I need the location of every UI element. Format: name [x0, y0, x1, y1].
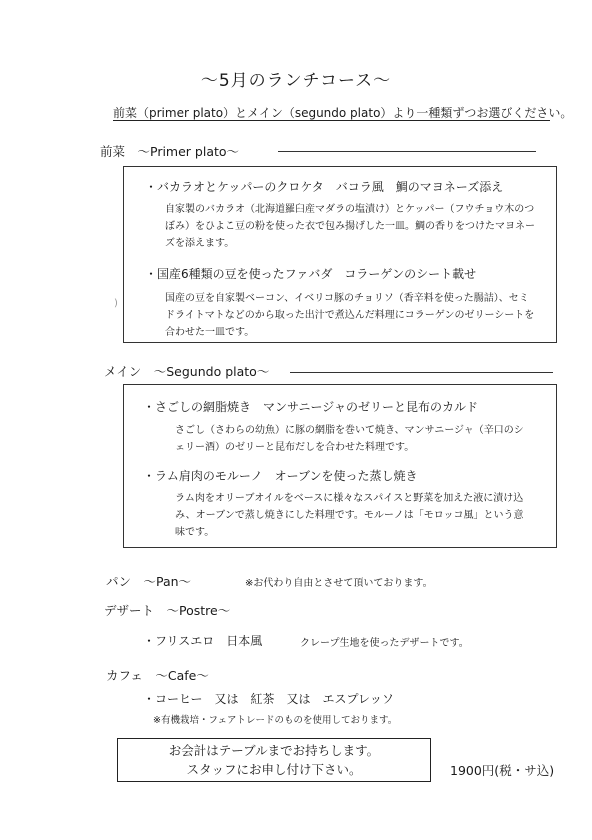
footer-line-1: お会計はテーブルまでお持ちします。 [168, 743, 380, 758]
subtitle-underline [113, 120, 550, 121]
postre-item: ・フリスエロ 日本風 [143, 634, 263, 648]
punch-hole-mark: ) [114, 298, 118, 309]
section-rule-segundo [290, 372, 553, 373]
menu-subtitle: 前菜（primer plato）とメイン（segundo plato）より一種類ずつお選びください。 [113, 106, 573, 120]
segundo-dish-2-desc: ラム肉をオリーブオイルをベースに様々なスパイスと野菜を加えた液に漬け込み、オーブンで蒸し焼きにした料理です。モルーノは「モロッコ風」という意味です。 [175, 493, 524, 538]
segundo-dish-2-name: ・ラム肩肉のモルーノ オーブンを使った蒸し焼き [143, 469, 418, 483]
primer-dish-1-name: ・バカラオとケッパーのクロケタ バコラ風 鯛のマヨネーズ添え [145, 180, 504, 194]
section-heading-cafe: カフェ 〜Cafe〜 [106, 668, 209, 683]
segundo-dish-1-name: ・さごしの網脂焼き マンサニージャのゼリーと昆布のカルド [143, 400, 479, 414]
section-rule-primer [278, 151, 536, 152]
footer-notice-box [117, 738, 431, 782]
primer-dish-2-desc: 国産の豆を自家製ベーコン、イベリコ豚のチョリソ（香辛料を使った腸詰）、セミドライトマトなどのから取った出汁で煮込んだ料理にコラーゲンのゼリーシートを合わせた一皿です。 [165, 293, 535, 338]
footer-line-2: スタッフにお申し付け下さい。 [186, 762, 362, 777]
postre-item-desc: クレープ生地を使ったデザートです。 [300, 638, 469, 649]
section-heading-pan: パン 〜Pan〜 [106, 574, 192, 589]
section-heading-primer: 前菜 〜Primer plato〜 [100, 144, 240, 159]
pan-note: ※お代わり自由とさせて頂いております。 [245, 578, 433, 589]
menu-title: 〜5月のランチコース〜 [200, 71, 392, 91]
primer-dish-2-name: ・国産6種類の豆を使ったファバダ コラーゲンのシート載せ [145, 267, 477, 281]
cafe-note: ※有機栽培・フェアトレードのものを使用しております。 [153, 715, 398, 726]
cafe-item: ・コーヒー 又は 紅茶 又は エスプレッソ [143, 692, 394, 706]
section-heading-segundo: メイン 〜Segundo plato〜 [104, 364, 270, 379]
course-price: 1900円(税・サ込) [450, 763, 555, 778]
segundo-dish-1-desc: さごし（さわらの幼魚）に豚の網脂を巻いて焼き、マンサニージャ（辛口のシェリー酒）のゼリーと昆布だしを合わせた料理です。 [175, 425, 524, 453]
primer-dish-1-desc: 自家製のバカラオ（北海道羅臼産マダラの塩漬け）とケッパー（フウチョウ木のつぼみ）をひよこ豆の粉を使った衣で包み揚げした一皿。鯛の香りをつけたマヨネーズを添えます。 [165, 204, 535, 249]
section-heading-postre: デザート 〜Postre〜 [104, 603, 231, 618]
